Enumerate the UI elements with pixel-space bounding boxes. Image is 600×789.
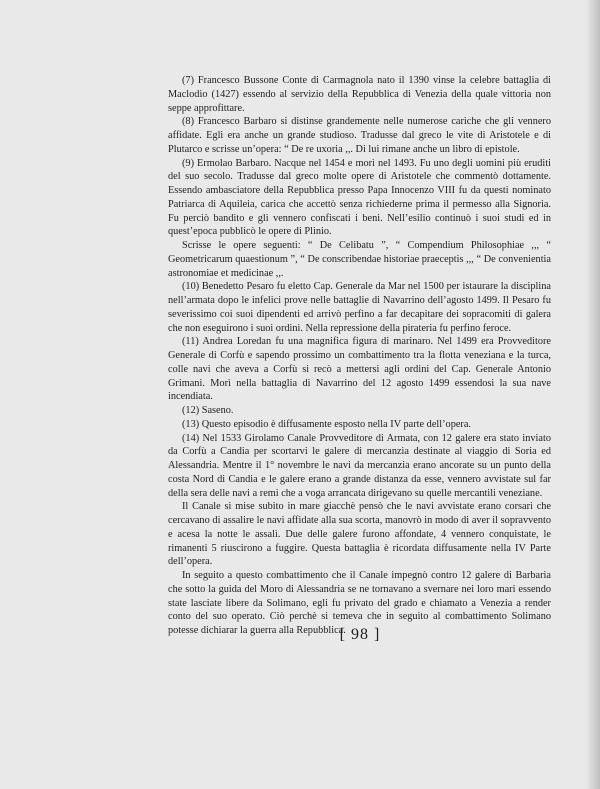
page-edge-shadow	[586, 0, 600, 789]
note-9-works: Scrisse le opere seguenti: “ De Celibatu ”, “ Compendium Philosophiae ,,, “ Geometricarum quaestionum ”, “ De conscribendae historiae praeceptis ,,, “ De convenientia astronomiae et medicinae ,,.	[168, 240, 551, 279]
footnotes-text	[168, 74, 551, 638]
note-10: (10) Benedetto Pesaro fu eletto Cap. Generale da Mar nel 1500 per istaurare la disciplina nell’armata dopo le infelici prove nelle battaglie di Navarrino dell’agosto 1499. Il Pesaro fu severissimo coi suoi dipendenti ed arrivò perfino a far decapitare dei sopracomiti di galera che non eseguirono i suoi ordini. Nella repressione della pirateria fu perfino feroce.	[168, 281, 551, 334]
note-8: (8) Francesco Barbaro si distinse grandemente nelle numerose cariche che gli vennero affidate. Egli era anche un grande studioso. Tradusse dal greco le vite di Aristotele e di Plutarco e scrisse un’opera: “ De re uxoria ,,. Di lui rimane anche un libro di epistole.	[168, 116, 551, 155]
note-13: (13) Questo episodio è diffusamente esposto nella IV parte dell’opera.	[182, 418, 471, 430]
note-7: (7) Francesco Bussone Conte di Carmagnola nato il 1390 vinse la celebre battaglia di Maclodio (1427) essendo al servizio della Repubblica di Venezia della quale vittoria non seppe approfittare.	[168, 75, 551, 114]
page-number: [ 98 ]	[339, 626, 381, 643]
note-14: (14) Nel 1533 Girolamo Canale Provveditore di Armata, con 12 galere era stato inviato da Corfù a Candia per scortarvi le galere di mercanzia destinate al viaggio di Soria ed Alessandria. Mentre il 1° novembre le navi da mercanzia erano ancorate su un punto della costa Nord di Candia e le galere erano a grande distanza da esse, vennero avvistate sul far della sera delle navi a remi che a voga arrancata dirigevano su quelle mercantili veneziane.	[168, 432, 551, 499]
note-14-continued: Il Canale si mise subito in mare giacchè pensò che le navi avvistate erano corsari che cercavano di assalire le navi affidate alla sua scorta, manovrò in modo di aver il sopravvento e acesa la notte le assalì. Due delle galere furono affondate, 4 vennero conquistate, le rimanenti 5 riuscirono a fuggire. Questa battaglia è ricordata diffusamente nella IV Parte dell’opera.	[168, 501, 551, 568]
note-12: (12) Saseno.	[182, 405, 234, 416]
note-11: (11) Andrea Loredan fu una magnifica figura di marinaro. Nel 1499 era Provveditore Generale di Corfù e sapendo prossimo un combattimento tra la flotta veneziana e la turca, colle navi che aveva a Corfù si recò a mettersi agli ordini del Cap. Generale Antonio Grimani. Morì nella battaglia di Navarrino del 12 agosto 1499 essendosi la sua nave incendiata.	[168, 336, 551, 403]
note-9: (9) Ermolao Barbaro. Nacque nel 1454 e morì nel 1493. Fu uno degli uomini più eruditi del suo secolo. Tradusse dal greco molte opere di Aristotele che commentò dottamente. Essendo ambasciatore della Repubblica presso Papa Innocenzo VIII fu da questi nominato Patriarca di Aquileia, carica che accettò senza richiederne prima il permesso alla Signoria. Fu perciò bandito e gli vennero confiscati i beni. Nell’esilio continuò i suoi studi ed in quest’epoca pubblicò le opere di Plinio.	[168, 157, 551, 238]
note-14-conclusion: In seguito a questo combattimento che il Canale impegnò contro 12 galere di Barbaria che sotto la guida del Moro di Alessandria se ne tornavano a svernare nei loro mari essendo state lasciate libere da Solimano, egli fu privato del grado e chiamato a Venezia a render conto del suo operato. Ciò perchè si temeva che in seguito al combattimento Solimano potesse dichiarar la guerra alla Repubblica.	[168, 570, 551, 636]
